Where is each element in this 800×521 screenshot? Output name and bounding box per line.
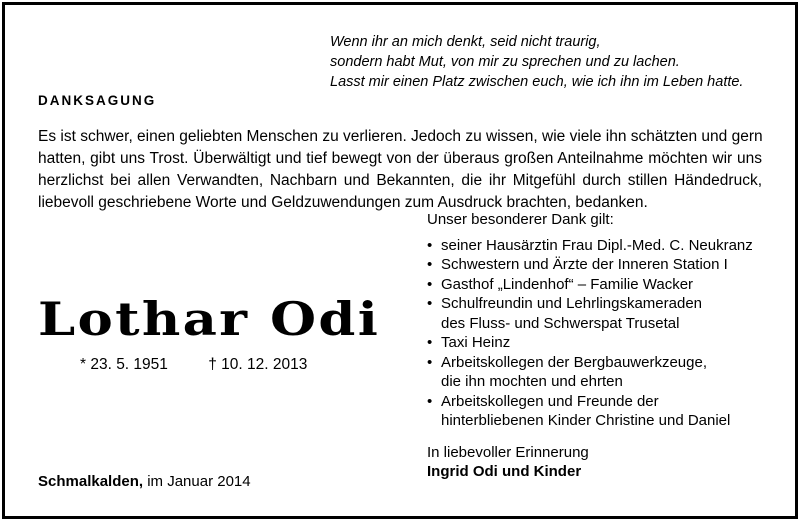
thanks-item-line: Taxi Heinz — [441, 334, 511, 351]
special-thanks — [427, 210, 787, 482]
bullet-icon: • — [427, 353, 433, 371]
bullet-icon: • — [427, 334, 433, 351]
place-date — [38, 473, 251, 490]
thanks-item-line: hinterbliebenen Kinder Christine und Daniel — [441, 412, 731, 429]
paragraph-line: Es ist schwer, einen geliebten Menschen zu verlieren. Jedoch zu wissen, wie viele ihn schätzten und gern — [38, 128, 763, 145]
bullet-icon: • — [427, 392, 433, 410]
thanks-paragraph — [38, 126, 762, 214]
thanks-list-item — [427, 392, 787, 431]
thanks-list-item — [427, 294, 787, 333]
poem-line: Lasst mir einen Platz zwischen euch, wie ich ihn im Leben hatte. — [330, 74, 744, 90]
signers: Ingrid Odi und Kinder — [427, 463, 582, 480]
deceased-name: Lothar Odi — [38, 292, 381, 346]
birth-date: * 23. 5. 1951 — [80, 356, 168, 373]
bullet-icon: • — [427, 236, 433, 254]
death-date: † 10. 12. 2013 — [208, 356, 308, 373]
paragraph-line: herzlichst bei allen Verwandten, Nachbarn und Bekannten, die ihr Mitgefühl durch stillen Händedruck, — [38, 172, 762, 189]
thanks-item-line: seiner Hausärztin Frau Dipl.-Med. C. Neukranz — [441, 236, 753, 254]
paragraph-line: hatten, gibt uns Trost. Überwältigt und tief bewegt von der überaus großen Anteilnahme möchten wir uns — [38, 150, 762, 167]
thanks-intro: Unser besonderer Dank gilt: — [427, 211, 614, 228]
thanks-list-item — [427, 275, 787, 295]
thanks-item-line: Schwestern und Ärzte der Inneren Station I — [441, 256, 728, 273]
bullet-icon: • — [427, 275, 433, 293]
thanks-item-line: des Fluss- und Schwerspat Trusetal — [441, 314, 680, 332]
thanks-item-line: Arbeitskollegen und Freunde der — [441, 392, 659, 410]
poem-line: Wenn ihr an mich denkt, seid nicht traurig, — [330, 34, 601, 50]
thanks-list — [427, 236, 787, 431]
life-dates — [80, 356, 307, 374]
poem — [330, 32, 770, 92]
closing-line: In liebevoller Erinnerung — [427, 443, 589, 461]
thanks-list-item — [427, 255, 787, 275]
thanks-list-item — [427, 236, 787, 256]
thanks-list-item — [427, 333, 787, 353]
bullet-icon: • — [427, 256, 433, 273]
thanks-item-line: die ihn mochten und ehrten — [441, 373, 623, 390]
thanks-item-line: Arbeitskollegen der Bergbauwerkzeuge, — [441, 353, 707, 371]
notice-heading: DANKSAGUNG — [38, 93, 157, 108]
place-date-text: im Januar 2014 — [143, 473, 251, 490]
bullet-icon: • — [427, 295, 433, 312]
thanks-item-line: Schulfreundin und Lehrlingskameraden — [441, 295, 703, 312]
thanks-item-line: Gasthof „Lindenhof“ – Familie Wacker — [441, 275, 694, 293]
paragraph-line: liebevoll geschriebene Worte und Geldzuwendungen zum Ausdruck brachten, bedanken. — [38, 194, 648, 211]
place-city: Schmalkalden, — [38, 473, 144, 490]
poem-line: sondern habt Mut, von mir zu sprechen und zu lachen. — [330, 54, 680, 70]
thanks-list-item — [427, 353, 787, 392]
